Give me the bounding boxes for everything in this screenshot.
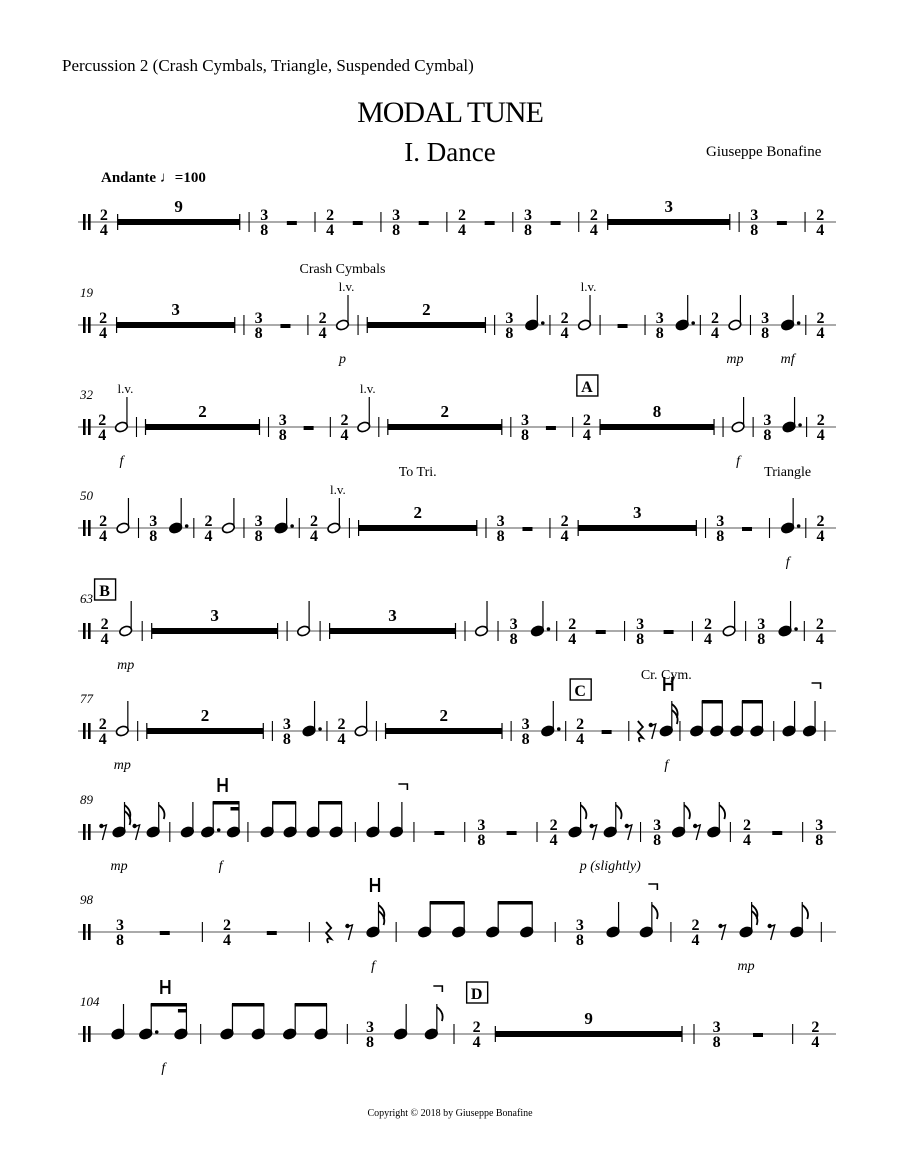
beam: [213, 801, 240, 805]
percussion-clef-bar: [83, 317, 86, 333]
dynamic-marking: mp: [113, 758, 131, 773]
time-signature-top: 3: [477, 817, 486, 834]
time-signature-bottom: 4: [816, 325, 825, 342]
beam: [702, 700, 723, 704]
beam: [295, 1003, 327, 1007]
time-signature-top: 3: [282, 716, 291, 733]
percussion-clef-bar: [83, 1026, 86, 1042]
time-signature-bottom: 4: [318, 325, 327, 342]
multirest-count: 2: [413, 503, 422, 522]
choke-mark: [648, 884, 657, 890]
time-signature-top: 2: [742, 817, 751, 834]
percussion-clef-bar: [88, 723, 91, 739]
percussion-clef-bar: [83, 824, 86, 840]
time-signature-bottom: 8: [521, 427, 530, 444]
time-signature-top: 3: [260, 207, 269, 224]
time-signature-bottom: 4: [99, 528, 108, 545]
piece-title: MODAL TUNE: [357, 96, 543, 129]
time-signature-top: 2: [816, 310, 825, 327]
time-signature-bottom: 4: [337, 731, 346, 748]
percussion-clef-bar: [88, 214, 91, 230]
percussion-clef-bar: [88, 520, 91, 536]
time-signature-top: 3: [521, 716, 530, 733]
time-signature-bottom: 4: [816, 528, 825, 545]
multirest-count: 3: [388, 606, 397, 625]
measure-number: 104: [80, 994, 100, 1009]
choke-mark: [812, 683, 821, 689]
time-signature-top: 2: [98, 716, 107, 733]
percussion-clef-bar: [88, 419, 91, 435]
time-signature-bottom: 4: [816, 427, 825, 444]
time-signature-top: 2: [560, 310, 569, 327]
time-signature-top: 2: [568, 616, 577, 633]
beam: [151, 1003, 187, 1007]
time-signature-top: 2: [582, 412, 591, 429]
let-vibrate-marking: l.v.: [580, 279, 597, 294]
open-stroke-mark: [371, 878, 379, 892]
time-signature-bottom: 4: [582, 427, 591, 444]
tempo-value: =100: [174, 170, 206, 186]
percussion-clef-bar: [88, 623, 91, 639]
time-signature-bottom: 4: [568, 631, 577, 648]
note-flag: [437, 1007, 443, 1021]
movement-title: I. Dance: [404, 137, 496, 167]
multirest-bar: [359, 525, 477, 531]
time-signature-bottom: 8: [815, 832, 824, 849]
time-signature-top: 2: [711, 310, 720, 327]
half-rest: [753, 1033, 763, 1037]
let-vibrate-marking: l.v.: [338, 279, 355, 294]
time-signature-top: 3: [716, 513, 725, 530]
time-signature-bottom: 8: [763, 427, 772, 444]
multirest-bar: [578, 525, 696, 531]
half-rest: [596, 630, 606, 634]
time-signature-bottom: 8: [712, 1034, 721, 1051]
instrument-direction: Crash Cymbals: [299, 262, 386, 277]
time-signature-bottom: 4: [458, 222, 467, 239]
note-flag: [684, 805, 690, 819]
time-signature-top: 2: [309, 513, 318, 530]
time-signature-top: 2: [816, 412, 825, 429]
time-signature-bottom: 4: [589, 222, 598, 239]
time-signature-bottom: 4: [98, 731, 107, 748]
time-signature-top: 3: [366, 1019, 374, 1036]
time-signature-bottom: 8: [254, 528, 263, 545]
time-signature-top: 2: [691, 917, 700, 934]
multirest-bar: [608, 219, 730, 225]
time-signature-top: 2: [99, 207, 108, 224]
time-signature-bottom: 4: [100, 631, 109, 648]
multirest-count: 9: [174, 197, 183, 216]
time-signature-top: 3: [496, 513, 505, 530]
multirest-bar: [495, 1031, 682, 1037]
time-signature-top: 2: [99, 513, 108, 530]
multirest-count: 3: [664, 197, 673, 216]
multirest-bar: [147, 728, 263, 734]
time-signature-top: 2: [560, 513, 569, 530]
half-rest: [280, 324, 290, 328]
multirest-count: 2: [439, 706, 449, 725]
instrument-direction: Triangle: [764, 465, 812, 480]
half-rest: [287, 221, 297, 225]
time-signature-bottom: 8: [757, 631, 766, 648]
augmentation-dot: [547, 627, 551, 631]
time-signature-top: 3: [761, 310, 770, 327]
time-signature-bottom: 8: [260, 222, 269, 239]
augmentation-dot: [185, 524, 189, 528]
beam: [232, 1003, 264, 1007]
time-signature-top: 3: [653, 817, 662, 834]
time-signature-top: 2: [100, 616, 109, 633]
tempo-text: Andante: [101, 170, 157, 186]
choke-mark: [433, 986, 442, 992]
instrument-name: Percussion 2 (Crash Cymbals, Triangle, Suspended Cymbal): [62, 56, 474, 75]
half-rest: [267, 931, 277, 935]
time-signature-bottom: 8: [653, 832, 662, 849]
time-signature-bottom: 8: [509, 631, 518, 648]
time-signature-top: 2: [816, 207, 825, 224]
beam: [318, 801, 342, 805]
note-flag: [159, 805, 165, 819]
time-signature-top: 2: [576, 716, 585, 733]
time-signature-bottom: 4: [309, 528, 318, 545]
time-signature-top: 3: [254, 310, 263, 327]
dynamic-marking: mp: [737, 959, 755, 974]
half-rest: [551, 221, 561, 225]
percussion-clef-bar: [88, 317, 91, 333]
dynamic-marking: mp: [117, 658, 135, 673]
time-signature-top: 2: [204, 513, 213, 530]
time-signature-bottom: 8: [282, 731, 291, 748]
half-rest: [434, 831, 444, 835]
time-signature-bottom: 4: [815, 631, 824, 648]
half-rest: [160, 931, 170, 935]
dynamic-marking: f: [664, 758, 669, 773]
augmentation-dot: [794, 627, 798, 631]
rehearsal-mark: D: [470, 986, 483, 1003]
augmentation-dot: [290, 524, 294, 528]
time-signature-top: 3: [655, 310, 664, 327]
time-signature-top: 2: [318, 310, 327, 327]
time-signature-bottom: 8: [115, 932, 124, 949]
time-signature-top: 3: [757, 616, 766, 633]
time-signature-top: 2: [222, 917, 231, 934]
partial-beam: [230, 807, 239, 811]
time-signature-top: 3: [815, 817, 824, 834]
multirest-bar: [118, 219, 240, 225]
half-rest: [522, 527, 532, 531]
time-signature-top: 3: [115, 917, 124, 934]
measure-number: 98: [80, 892, 93, 907]
partial-beam: [178, 1009, 187, 1013]
multirest-count: 8: [652, 402, 662, 421]
time-signature-top: 2: [98, 412, 107, 429]
measure-number: 50: [80, 488, 93, 503]
time-signature-top: 2: [704, 616, 713, 633]
time-signature-bottom: 4: [326, 222, 335, 239]
multirest-count: 2: [200, 706, 210, 725]
time-signature-bottom: 4: [98, 427, 107, 444]
note-flag: [719, 805, 725, 819]
time-signature-top: 3: [523, 207, 532, 224]
rehearsal-mark: C: [574, 683, 586, 700]
time-signature-top: 3: [254, 513, 263, 530]
half-rest: [419, 221, 429, 225]
time-signature-bottom: 4: [691, 932, 700, 949]
time-signature-bottom: 4: [472, 1034, 481, 1051]
time-signature-top: 2: [549, 817, 558, 834]
percussion-clef-bar: [88, 1026, 91, 1042]
time-signature-top: 3: [149, 513, 158, 530]
time-signature-bottom: 8: [761, 325, 770, 342]
percussion-clef-bar: [88, 824, 91, 840]
multirest-count: 2: [422, 300, 431, 319]
half-rest: [485, 221, 495, 225]
time-signature-bottom: 8: [505, 325, 514, 342]
time-signature-bottom: 4: [222, 932, 231, 949]
dynamic-marking: f: [785, 555, 790, 570]
multirest-count: 3: [210, 606, 219, 625]
multirest-bar: [146, 424, 260, 430]
dynamic-marking: p (slightly): [579, 859, 641, 874]
dynamic-marking: f: [119, 454, 124, 469]
instrument-direction: Cr. Cym.: [640, 668, 692, 683]
time-signature-top: 3: [763, 412, 772, 429]
augmentation-dot: [318, 727, 322, 731]
percussion-clef-bar: [83, 623, 86, 639]
copyright-notice: Copyright © 2018 by Giuseppe Bonafine: [367, 1108, 533, 1119]
augmentation-dot: [541, 321, 545, 325]
augmentation-dot: [798, 423, 802, 427]
dynamic-marking: mf: [780, 352, 795, 367]
multirest-count: 3: [171, 300, 180, 319]
measure-number: 77: [80, 691, 93, 706]
rehearsal-mark: B: [99, 583, 110, 600]
time-signature-bottom: 4: [99, 325, 108, 342]
time-signature-bottom: 8: [750, 222, 759, 239]
time-signature-bottom: 8: [575, 932, 584, 949]
rehearsal-mark: A: [581, 379, 593, 396]
augmentation-dot: [155, 1030, 159, 1034]
beam: [742, 700, 763, 704]
time-signature-bottom: 8: [392, 222, 401, 239]
measure-number: 19: [80, 285, 93, 300]
time-signature-bottom: 8: [477, 832, 486, 849]
half-rest: [772, 831, 782, 835]
time-signature-bottom: 4: [742, 832, 751, 849]
time-signature-top: 3: [750, 207, 759, 224]
half-rest: [618, 324, 628, 328]
time-signature-bottom: 4: [340, 427, 349, 444]
time-signature-top: 2: [326, 207, 335, 224]
instrument-direction: To Tri.: [398, 465, 437, 480]
let-vibrate-marking: l.v.: [117, 381, 134, 396]
measure-number: 32: [80, 387, 93, 402]
multirest-bar: [388, 424, 502, 430]
open-stroke-mark: [219, 778, 227, 792]
time-signature-top: 2: [811, 1019, 820, 1036]
open-stroke-mark: [161, 980, 169, 994]
measure-number: 89: [80, 792, 93, 807]
note-flag: [616, 805, 622, 819]
augmentation-dot: [217, 828, 221, 832]
time-signature-bottom: 4: [549, 832, 558, 849]
time-signature-bottom: 4: [816, 222, 825, 239]
multirest-count: 2: [198, 402, 207, 421]
half-rest: [777, 221, 787, 225]
time-signature-top: 2: [472, 1019, 481, 1036]
time-signature-top: 3: [505, 310, 514, 327]
time-signature-bottom: 8: [254, 325, 263, 342]
time-signature-top: 3: [636, 616, 645, 633]
multirest-bar: [152, 628, 278, 634]
let-vibrate-marking: l.v.: [359, 381, 376, 396]
multirest-bar: [117, 322, 235, 328]
time-signature-bottom: 8: [636, 631, 645, 648]
half-rest: [304, 426, 314, 430]
beam: [272, 801, 296, 805]
time-signature-bottom: 8: [716, 528, 725, 545]
augmentation-dot: [797, 524, 801, 528]
percussion-clef-bar: [83, 924, 86, 940]
time-signature-top: 2: [589, 207, 598, 224]
multirest-bar: [330, 628, 456, 634]
time-signature-top: 3: [509, 616, 518, 633]
time-signature-bottom: 8: [655, 325, 664, 342]
dynamic-marking: mp: [110, 859, 128, 874]
half-rest: [353, 221, 363, 225]
time-signature-top: 2: [816, 513, 825, 530]
time-signature-top: 2: [99, 310, 108, 327]
time-signature-bottom: 4: [560, 528, 569, 545]
time-signature-bottom: 8: [278, 427, 287, 444]
composer-name: Giuseppe Bonafine: [706, 144, 822, 160]
percussion-clef-bar: [83, 214, 86, 230]
time-signature-top: 3: [712, 1019, 721, 1036]
dynamic-marking: f: [161, 1061, 166, 1076]
dynamic-marking: f: [736, 454, 741, 469]
dynamic-marking: p: [338, 352, 346, 367]
tempo-note-glyph: ♩: [159, 170, 175, 186]
time-signature-bottom: 8: [523, 222, 532, 239]
time-signature-bottom: 8: [149, 528, 158, 545]
half-rest: [742, 527, 752, 531]
percussion-clef-bar: [88, 924, 91, 940]
measure-number: 63: [80, 591, 93, 606]
time-signature-top: 3: [521, 412, 530, 429]
time-signature-top: 3: [575, 917, 584, 934]
time-signature-bottom: 8: [366, 1034, 374, 1051]
choke-mark: [398, 784, 407, 790]
dynamic-marking: f: [371, 959, 375, 974]
time-signature-top: 2: [815, 616, 824, 633]
multirest-bar: [600, 424, 714, 430]
augmentation-dot: [557, 727, 561, 731]
note-flag: [652, 905, 658, 919]
note-flag: [581, 805, 587, 819]
time-signature-bottom: 4: [711, 325, 720, 342]
percussion-clef-bar: [83, 723, 86, 739]
multirest-bar: [367, 322, 485, 328]
time-signature-bottom: 4: [704, 631, 713, 648]
note-flag: [802, 905, 808, 919]
multirest-count: 3: [632, 503, 642, 522]
dynamic-marking: f: [218, 859, 223, 874]
augmentation-dot: [691, 321, 695, 325]
time-signature-bottom: 4: [811, 1034, 820, 1051]
time-signature-bottom: 4: [204, 528, 213, 545]
time-signature-top: 3: [392, 207, 401, 224]
augmentation-dot: [797, 321, 801, 325]
time-signature-bottom: 4: [99, 222, 108, 239]
dynamic-marking: mp: [726, 352, 744, 367]
let-vibrate-marking: l.v.: [329, 482, 346, 497]
time-signature-top: 3: [278, 412, 287, 429]
beam: [430, 901, 465, 905]
time-signature-top: 2: [340, 412, 349, 429]
multirest-count: 9: [584, 1009, 593, 1028]
percussion-clef-bar: [83, 520, 86, 536]
half-rest: [602, 730, 612, 734]
multirest-bar: [386, 728, 502, 734]
multirest-count: 2: [440, 402, 450, 421]
beam: [498, 901, 533, 905]
time-signature-top: 2: [337, 716, 346, 733]
time-signature-bottom: 4: [560, 325, 569, 342]
time-signature-top: 2: [458, 207, 467, 224]
half-rest: [546, 426, 556, 430]
half-rest: [664, 630, 674, 634]
time-signature-bottom: 4: [576, 731, 585, 748]
time-signature-bottom: 8: [496, 528, 505, 545]
time-signature-bottom: 8: [521, 731, 530, 748]
percussion-clef-bar: [83, 419, 86, 435]
half-rest: [507, 831, 517, 835]
